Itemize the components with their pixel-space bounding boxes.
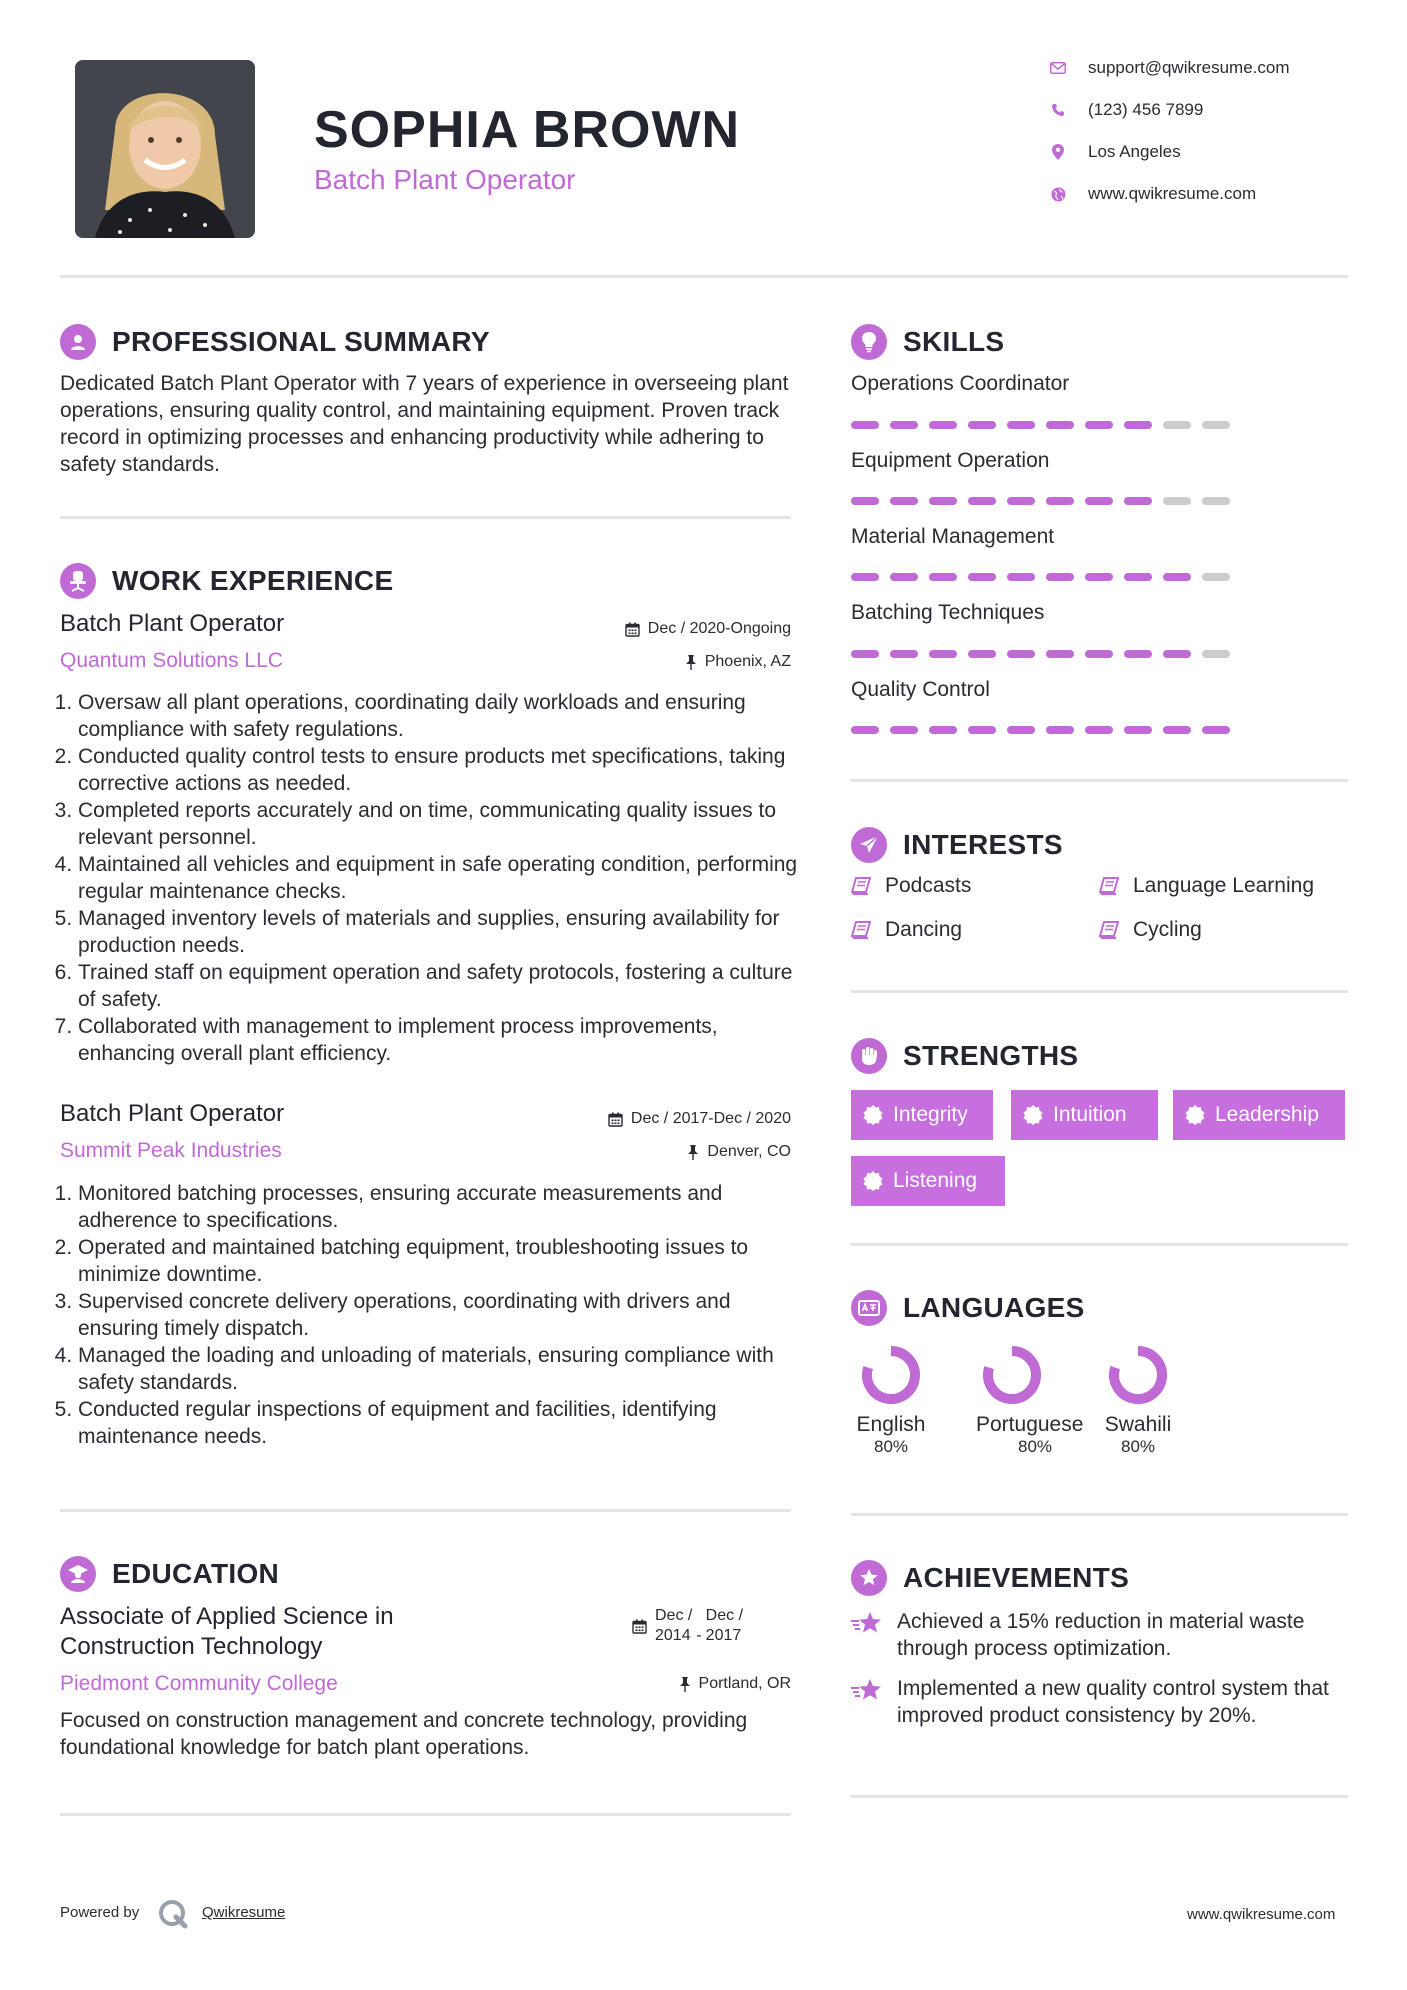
education-heading bbox=[60, 1556, 279, 1592]
paper-plane-icon bbox=[851, 827, 887, 863]
job-1-responsibilities bbox=[60, 689, 800, 1067]
skill-4-name: Batching Techniques bbox=[851, 601, 1045, 624]
languages-title: LANGUAGES bbox=[903, 1292, 1085, 1323]
job-2-dates bbox=[540, 1110, 791, 1128]
footer-website-link[interactable]: www.qwikresume.com bbox=[1187, 1906, 1336, 1923]
achievement-text: Implemented a new quality control system that improved product consistency by 20%. bbox=[897, 1677, 1329, 1727]
interest-cycling bbox=[1099, 918, 1202, 942]
skill-dash bbox=[851, 726, 879, 734]
calendar-icon bbox=[625, 622, 640, 637]
contact-location bbox=[1050, 142, 1181, 162]
education-location bbox=[540, 1675, 791, 1693]
calendar-icon bbox=[608, 1112, 623, 1127]
contact-email[interactable] bbox=[1050, 58, 1290, 78]
pushpin-icon bbox=[679, 1677, 691, 1692]
skill-2-name: Equipment Operation bbox=[851, 449, 1050, 472]
candidate-role: Batch Plant Operator bbox=[314, 164, 576, 195]
language-percent: 80% bbox=[873, 1437, 909, 1456]
education-description: Focused on construction management and concrete technology, providing foundational knowledge for batch plant operations. bbox=[60, 1709, 748, 1759]
education-degree: Associate of Applied Science in Construction Technology bbox=[60, 1603, 394, 1660]
pushpin-icon bbox=[685, 655, 697, 670]
language-name: English bbox=[856, 1413, 926, 1436]
education-divider bbox=[60, 1813, 791, 1816]
achievement-1 bbox=[851, 1608, 1351, 1662]
skill-dash bbox=[1085, 726, 1113, 734]
phone-icon bbox=[1050, 102, 1066, 118]
interests-divider bbox=[851, 990, 1348, 993]
interest-dancing bbox=[851, 918, 962, 942]
qwikresume-logo-icon bbox=[157, 1898, 189, 1930]
skill-dash bbox=[1007, 650, 1035, 658]
skill-dash bbox=[1046, 650, 1074, 658]
list-item: 4. Maintained all vehicles and equipment in safe operating condition, performing regular maintenance checks. bbox=[78, 851, 800, 905]
skill-dash bbox=[1202, 573, 1230, 581]
candidate-name: SOPHIA BROWN bbox=[314, 101, 741, 159]
skill-dash bbox=[1202, 497, 1230, 505]
skill-dash bbox=[968, 573, 996, 581]
skill-dash bbox=[1163, 421, 1191, 429]
book-icon bbox=[1099, 877, 1119, 895]
skills-divider bbox=[851, 779, 1348, 782]
languages-divider bbox=[851, 1513, 1348, 1516]
strength-listening bbox=[851, 1156, 1005, 1206]
list-item: 6. Trained staff on equipment operation and safety protocols, fostering a culture of safety. bbox=[78, 959, 800, 1013]
education-end-month: Dec / bbox=[705, 1607, 744, 1624]
skill-dash bbox=[851, 497, 879, 505]
list-item: 1. Monitored batching processes, ensuring accurate measurements and adherence to specifications. bbox=[78, 1180, 800, 1234]
skill-dash bbox=[968, 421, 996, 429]
header-divider bbox=[60, 275, 1348, 278]
skill-dash bbox=[851, 421, 879, 429]
graduate-icon bbox=[60, 1556, 96, 1592]
skill-dash bbox=[890, 497, 918, 505]
strengths-divider bbox=[851, 1243, 1348, 1246]
interest-label: Dancing bbox=[885, 918, 963, 941]
list-item: 1. Oversaw all plant operations, coordinating daily workloads and ensuring compliance with safety regulations. bbox=[78, 689, 800, 743]
skills-heading bbox=[851, 324, 1004, 360]
star-icon bbox=[851, 1678, 883, 1702]
book-icon bbox=[851, 877, 871, 895]
contact-website-text: www.qwikresume.com bbox=[1088, 184, 1257, 203]
language-name: Swahili bbox=[1104, 1413, 1172, 1436]
location-pin-icon bbox=[1050, 144, 1066, 160]
skill-dash bbox=[890, 573, 918, 581]
skill-dash bbox=[1124, 650, 1152, 658]
skill-dash bbox=[968, 497, 996, 505]
calendar-icon bbox=[632, 1619, 647, 1634]
skill-dash bbox=[1085, 497, 1113, 505]
user-icon bbox=[60, 324, 96, 360]
strength-label: Intuition bbox=[1053, 1103, 1127, 1126]
language-swahili bbox=[1098, 1345, 1178, 1457]
trophy-star-icon bbox=[851, 1560, 887, 1596]
book-icon bbox=[1099, 921, 1119, 939]
education-end-year: 2017 bbox=[705, 1627, 742, 1644]
skill-2-rating bbox=[851, 497, 1241, 505]
skill-dash bbox=[1202, 726, 1230, 734]
interests-heading bbox=[851, 827, 1063, 863]
job-2-location bbox=[540, 1143, 791, 1161]
skill-dash bbox=[1007, 497, 1035, 505]
list-item: 3. Completed reports accurately and on time, communicating quality issues to relevant personnel. bbox=[78, 797, 800, 851]
skill-1-name: Operations Coordinator bbox=[851, 372, 1070, 395]
skill-dash bbox=[890, 650, 918, 658]
skill-dash bbox=[1007, 421, 1035, 429]
achievement-text: Achieved a 15% reduction in material waste through process optimization. bbox=[897, 1610, 1305, 1660]
language-portuguese-gauge bbox=[982, 1345, 1042, 1405]
skill-dash bbox=[1202, 650, 1230, 658]
skill-5-name: Quality Control bbox=[851, 678, 990, 701]
interests-title: INTERESTS bbox=[903, 829, 1063, 860]
skill-dash bbox=[1124, 497, 1152, 505]
skill-dash bbox=[968, 726, 996, 734]
job-1-dates-text: Dec / 2020-Ongoing bbox=[647, 620, 791, 637]
raised-fist-icon bbox=[851, 1038, 887, 1074]
skill-dash bbox=[890, 726, 918, 734]
education-school: Piedmont Community College bbox=[60, 1672, 338, 1695]
achievements-title: ACHIEVEMENTS bbox=[903, 1562, 1130, 1593]
skill-dash bbox=[929, 726, 957, 734]
list-item: 5. Conducted regular inspections of equipment and facilities, identifying maintenance needs. bbox=[78, 1396, 800, 1450]
pushpin-icon bbox=[687, 1145, 699, 1160]
language-swahili-gauge bbox=[1108, 1345, 1168, 1405]
skill-dash bbox=[1085, 421, 1113, 429]
skill-dash bbox=[1085, 650, 1113, 658]
globe-icon bbox=[1050, 186, 1066, 202]
skill-dash bbox=[1007, 726, 1035, 734]
contact-website[interactable] bbox=[1050, 184, 1256, 204]
qwikresume-link[interactable]: Qwikresume bbox=[202, 1904, 286, 1921]
language-name: Portuguese bbox=[976, 1413, 1084, 1436]
list-item: 4. Managed the loading and unloading of materials, ensuring compliance with safety standards. bbox=[78, 1342, 800, 1396]
badge-icon bbox=[1185, 1105, 1205, 1125]
skill-dash bbox=[1163, 726, 1191, 734]
badge-icon bbox=[1023, 1105, 1043, 1125]
skill-dash bbox=[1046, 421, 1074, 429]
interest-podcasts bbox=[851, 874, 971, 898]
skill-5-rating bbox=[851, 726, 1241, 734]
skill-dash bbox=[1124, 726, 1152, 734]
job-2-title: Batch Plant Operator bbox=[60, 1100, 285, 1127]
skill-dash bbox=[929, 573, 957, 581]
education-location-text: Portland, OR bbox=[698, 1675, 791, 1692]
skill-3-name: Material Management bbox=[851, 525, 1055, 548]
language-english bbox=[851, 1345, 931, 1457]
skill-4-rating bbox=[851, 650, 1241, 658]
contact-email-text: support@qwikresume.com bbox=[1088, 58, 1290, 77]
job-1-title: Batch Plant Operator bbox=[60, 610, 285, 637]
interest-label: Podcasts bbox=[885, 874, 972, 897]
job-1-dates bbox=[540, 620, 791, 638]
skill-dash bbox=[1046, 497, 1074, 505]
summary-title: PROFESSIONAL SUMMARY bbox=[112, 326, 490, 357]
strengths-heading bbox=[851, 1038, 1078, 1074]
strength-intuition bbox=[1011, 1090, 1158, 1140]
interest-label: Cycling bbox=[1133, 918, 1202, 941]
language-percent: 80% bbox=[1018, 1437, 1053, 1456]
experience-title: WORK EXPERIENCE bbox=[112, 565, 394, 596]
portrait-image bbox=[75, 60, 255, 238]
achievement-2 bbox=[851, 1675, 1351, 1729]
experience-divider bbox=[60, 1509, 791, 1512]
list-item: 2. Operated and maintained batching equipment, troubleshooting issues to minimize downtime. bbox=[78, 1234, 800, 1288]
achievements-divider bbox=[851, 1795, 1348, 1798]
skill-dash bbox=[1124, 421, 1152, 429]
skill-3-rating bbox=[851, 573, 1241, 581]
job-2-dates-text: Dec / 2017-Dec / 2020 bbox=[630, 1110, 791, 1127]
skill-dash bbox=[890, 421, 918, 429]
strength-label: Leadership bbox=[1215, 1103, 1319, 1126]
language-english-gauge bbox=[861, 1345, 921, 1405]
powered-by-text: Powered by bbox=[60, 1904, 140, 1921]
languages-heading bbox=[851, 1290, 1085, 1326]
summary-divider bbox=[60, 516, 791, 519]
job-2-company: Summit Peak Industries bbox=[60, 1139, 282, 1162]
list-item: 2. Conducted quality control tests to ensure products met specifications, taking corrective actions as needed. bbox=[78, 743, 800, 797]
skill-dash bbox=[851, 650, 879, 658]
book-icon bbox=[851, 921, 871, 939]
education-dates bbox=[632, 1606, 743, 1646]
list-item: 3. Supervised concrete delivery operations, coordinating with drivers and ensuring timely dispatch. bbox=[78, 1288, 800, 1342]
contact-location-text: Los Angeles bbox=[1088, 142, 1181, 161]
skill-dash bbox=[1007, 573, 1035, 581]
language-portuguese bbox=[976, 1345, 1096, 1457]
skill-dash bbox=[1202, 421, 1230, 429]
skill-dash bbox=[1085, 573, 1113, 581]
office-chair-icon bbox=[60, 563, 96, 599]
envelope-icon bbox=[1050, 60, 1066, 76]
skill-dash bbox=[1163, 497, 1191, 505]
experience-heading bbox=[60, 563, 393, 599]
badge-icon bbox=[863, 1105, 883, 1125]
star-icon bbox=[851, 1611, 883, 1635]
education-start-month: Dec / bbox=[655, 1607, 693, 1624]
skill-dash bbox=[1046, 726, 1074, 734]
education-start bbox=[655, 1606, 692, 1646]
strength-integrity bbox=[851, 1090, 993, 1140]
job-1-location bbox=[540, 653, 791, 671]
skill-dash bbox=[968, 650, 996, 658]
skill-dash bbox=[851, 573, 879, 581]
skill-1-rating bbox=[851, 421, 1241, 429]
education-start-year: 2014 bbox=[655, 1627, 691, 1644]
achievements-heading bbox=[851, 1560, 1129, 1596]
contact-phone-text: (123) 456 7899 bbox=[1088, 100, 1204, 119]
language-card-icon bbox=[851, 1290, 887, 1326]
date-range-dash: - bbox=[696, 1627, 702, 1644]
skill-dash bbox=[929, 497, 957, 505]
badge-icon bbox=[863, 1171, 883, 1191]
lightbulb-icon bbox=[851, 324, 887, 360]
skill-dash bbox=[929, 650, 957, 658]
summary-heading bbox=[60, 324, 490, 360]
job-2-responsibilities bbox=[60, 1180, 800, 1450]
job-1-company: Quantum Solutions LLC bbox=[60, 649, 283, 672]
education-end bbox=[706, 1606, 743, 1646]
skill-dash bbox=[1163, 573, 1191, 581]
skill-dash bbox=[929, 421, 957, 429]
job-1-location-text: Phoenix, AZ bbox=[704, 653, 791, 670]
language-percent: 80% bbox=[1120, 1437, 1156, 1456]
list-item: 7. Collaborated with management to implement process improvements, enhancing overall plant efficiency. bbox=[78, 1013, 800, 1067]
interest-label: Language Learning bbox=[1133, 874, 1315, 897]
skill-dash bbox=[1046, 573, 1074, 581]
contact-phone[interactable] bbox=[1050, 100, 1203, 120]
profile-photo bbox=[75, 60, 255, 238]
strength-leadership bbox=[1173, 1090, 1345, 1140]
strengths-title: STRENGTHS bbox=[903, 1040, 1079, 1071]
skills-title: SKILLS bbox=[903, 326, 1005, 357]
strength-label: Listening bbox=[893, 1169, 978, 1192]
summary-text: Dedicated Batch Plant Operator with 7 years of experience in overseeing plant operations, ensuring quality control, and maintaining equipment. Proven track record in optimizing processes and enhancing productivity while adhering to safety standards. bbox=[60, 372, 789, 476]
education-title: EDUCATION bbox=[112, 1558, 280, 1589]
strength-label: Integrity bbox=[893, 1103, 968, 1126]
job-2-location-text: Denver, CO bbox=[707, 1143, 791, 1160]
interest-language-learning bbox=[1099, 874, 1314, 898]
skill-dash bbox=[1124, 573, 1152, 581]
skill-dash bbox=[1163, 650, 1191, 658]
list-item: 5. Managed inventory levels of materials and supplies, ensuring availability for production needs. bbox=[78, 905, 800, 959]
